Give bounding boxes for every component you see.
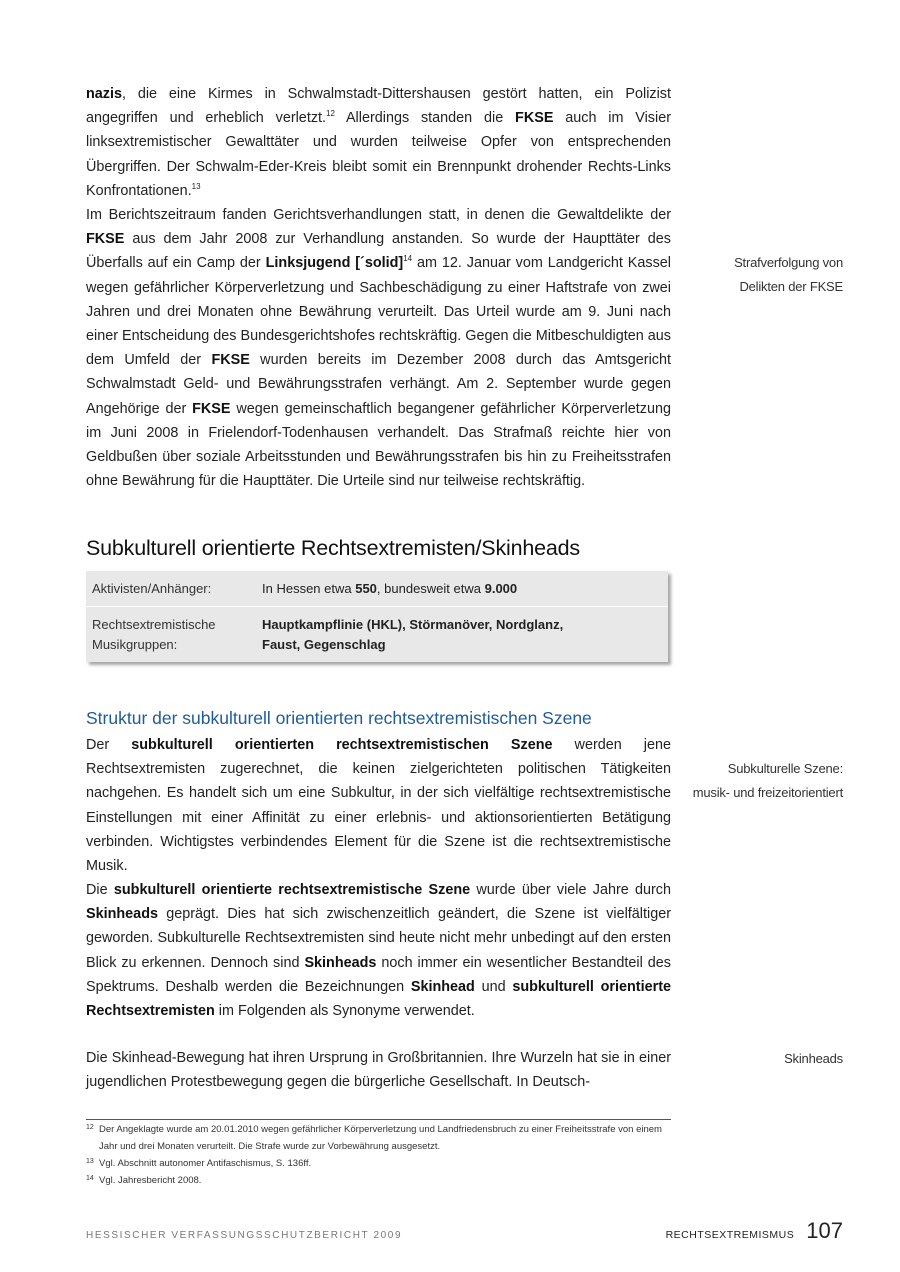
footnote-number: 12 xyxy=(86,1124,94,1131)
footnote-divider xyxy=(86,1119,671,1120)
count-bundesweit: 9.000 xyxy=(484,581,518,596)
info-label xyxy=(92,615,262,655)
bold-term: FKSE xyxy=(192,400,231,417)
bold-term: Linksjugend [´solid] xyxy=(265,255,404,272)
footnote-ref-13[interactable]: 13 xyxy=(191,181,201,191)
bold-term: nazis xyxy=(86,86,122,102)
text: wurden bereits im Dezember 2008 durch das Amtsgericht Schwalmstadt Geld- und Bewährungsstrafen verhängt. Am 2. September wurde gegen Angehörige der xyxy=(86,352,671,417)
bold-term: subkulturell orientierte rechtsextremistische Szene xyxy=(113,882,471,898)
bold-term: FKSE xyxy=(86,231,125,248)
info-row-activists xyxy=(86,571,668,606)
section-title: Subkulturell orientierte Rechtsextremisten/Skinheads xyxy=(86,536,580,560)
margin-note-line: musik- und freizeitorientiert xyxy=(692,785,843,800)
text: und xyxy=(474,978,513,995)
bold-term: Skinheads xyxy=(86,906,158,923)
text: wurde über viele Jahre durch xyxy=(470,882,672,898)
bold-term: Skinhead xyxy=(410,978,475,995)
bold-term: subkulturell orientierte Rechtsextremisten xyxy=(86,978,671,1020)
margin-note-line: Subkulturelle Szene: xyxy=(727,761,843,776)
paragraph-4 xyxy=(86,878,671,1023)
footnote-text: Der Angeklagte wurde am 20.01.2010 wegen gefährlicher Körperverletzung und Landfriedensbruch zu einer Freiheitsstrafe von einem Jahr und drei Monaten verurteilt. Die Strafe wurde zur Vorbewährung ausgesetzt. xyxy=(99,1124,662,1152)
footer-right xyxy=(666,1218,843,1244)
info-label-line: Musikgruppen: xyxy=(92,637,178,652)
footnote-number: 13 xyxy=(86,1158,94,1165)
text: auch im Visier linksextremistischer Gewalttäter und wurden teilweise Opfer von entsprechenden Übergriffen. Der Schwalm-Eder-Kreis bleibt somit ein Brennpunkt drohender Rechts-Links Konfrontationen. xyxy=(86,110,672,199)
text: geprägt. Dies hat sich zwischenzeitlich geändert, die Szene ist vielfältiger geworden. Subkulturelle Rechtsextremisten sind heute nicht mehr unbedingt auf den ersten Blick zu erkennen. Dennoch sind xyxy=(86,906,671,971)
band-list: Faust, Gegenschlag xyxy=(262,637,386,652)
text: werden jene Rechtsextremisten zugerechnet, die keinen zielgerichteten politischen Tätigkeiten nachgehen. Es handelt sich um eine Subkultur, in der sich vielfältige rechtsextremistische Einstellungen mit einer Affinität zu einer erlebnis- und aktionsorientierten Betätigung verbinden. Wichtigstes verbindendes Element für die Szene ist die rechtsextremistische Musik. xyxy=(86,737,672,875)
footnote-12 xyxy=(86,1121,671,1155)
info-label-line: Rechtsextremistische xyxy=(92,617,216,632)
bold-term: FKSE xyxy=(515,110,554,127)
info-label: Aktivisten/Anhänger: xyxy=(92,581,212,596)
text: In Hessen etwa xyxy=(262,581,356,596)
paragraph-3 xyxy=(86,733,671,878)
paragraph-2 xyxy=(86,203,671,493)
paragraph-1 xyxy=(86,82,671,203)
margin-note-line: Skinheads xyxy=(784,1051,843,1066)
bold-term: FKSE xyxy=(211,352,250,369)
margin-note-line: Delikten der FKSE xyxy=(739,279,843,294)
footnotes xyxy=(86,1121,671,1189)
margin-note-strafverfolgung xyxy=(653,251,843,299)
text: , die eine Kirmes in Schwalmstadt-Dittershausen gestört hatten, ein Polizist angegriffen und erheblich verletzt. xyxy=(86,86,671,127)
text: Die Skinhead-Bewegung hat ihren Ursprung in Großbritannien. Ihre Wurzeln hat sie in einer jugendlichen Protestbewegung gegen die bürgerliche Gesellschaft. In Deutsch- xyxy=(86,1050,671,1091)
subsection-title: Struktur der subkulturell orientierten rechtsextremistischen Szene xyxy=(86,708,592,728)
text: aus dem Jahr 2008 zur Verhandlung anstanden. So wurde der Haupttäter des Überfalls auf ein Camp der xyxy=(86,231,671,272)
footnote-14 xyxy=(86,1172,671,1189)
margin-note-line: Strafverfolgung von xyxy=(734,255,843,270)
info-box xyxy=(86,571,668,662)
count-hessen: 550 xyxy=(355,581,377,596)
margin-note-subkultur xyxy=(653,757,843,805)
bold-term: Skinheads xyxy=(304,954,377,971)
band-list: Hauptkampflinie (HKL), Störmanöver, Nordglanz, xyxy=(262,617,564,632)
footnote-ref-14[interactable]: 14 xyxy=(403,254,413,264)
footer-section-name: RECHTSEXTREMISMUS xyxy=(665,1229,795,1241)
footnote-13 xyxy=(86,1155,671,1172)
text: noch immer ein wesentlicher Bestandteil des Spektrums. Deshalb werden die Bezeichnungen xyxy=(86,954,671,995)
footnote-ref-12[interactable]: 12 xyxy=(326,109,335,119)
info-value xyxy=(262,579,662,599)
info-value xyxy=(262,615,662,655)
text: Der xyxy=(86,737,132,753)
margin-note-skinheads xyxy=(653,1047,843,1071)
text: wegen gemeinschaftlich begangener gefährlicher Körperverletzung im Juni 2008 in Frielendorf-Todenhausen verhandelt. Das Strafmaß reichte hier von Geldbußen über soziale Arbeitsstunden und Bewährungsstrafen bis hin zu Freiheitsstrafen ohne Bewährung für die Haupttäter. Die Urteile sind nur teilweise rechtskräftig. xyxy=(86,400,671,490)
text: im Folgenden als Synonyme verwendet. xyxy=(214,1003,475,1020)
text: Allerdings standen die xyxy=(334,110,516,127)
info-row-bands xyxy=(86,606,668,662)
footer-publication-title: HESSISCHER VERFASSUNGSSCHUTZBERICHT 2009 xyxy=(86,1230,403,1241)
text: Die xyxy=(86,882,114,898)
paragraph-5 xyxy=(86,1046,671,1094)
text: , bundesweit etwa xyxy=(376,581,485,596)
footnote-number: 14 xyxy=(86,1175,94,1182)
text: Im Berichtszeitraum fanden Gerichtsverhandlungen statt, in denen die Gewaltdelikte der xyxy=(86,207,671,223)
text: am 12. Januar vom Landgericht Kassel wegen gefährlicher Körperverletzung und Sachbeschädigung zu einer Haftstrafe von zwei Jahren und drei Monaten ohne Bewährung verurteilt. Das Urteil wurde am 9. Juni nach einer Entscheidung des Bundesgerichtshofes rechtskräftig. Gegen die Mitbeschuldigten aus dem Umfeld der xyxy=(86,255,671,369)
page-number: 107 xyxy=(806,1218,843,1243)
bold-term: subkulturell orientierten rechtsextremistischen Szene xyxy=(131,737,553,753)
footnote-text: Vgl. Abschnitt autonomer Antifaschismus, S. 136ff. xyxy=(99,1158,312,1169)
footnote-text: Vgl. Jahresbericht 2008. xyxy=(99,1175,202,1186)
